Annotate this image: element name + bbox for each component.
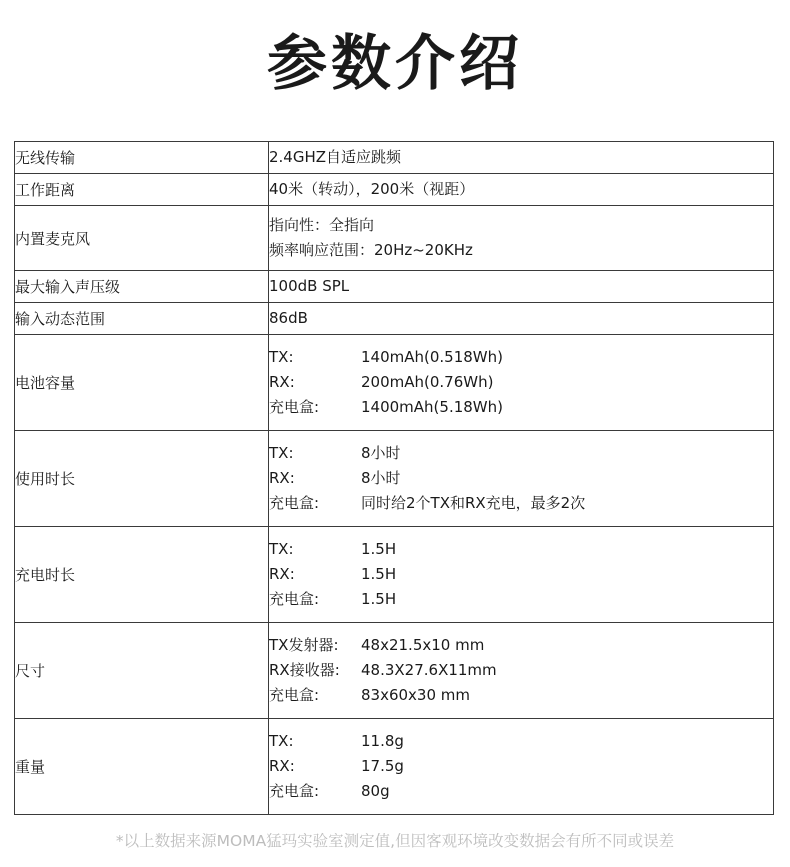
value-key: TX: <box>269 444 294 462</box>
row-label-battery: 电池容量 <box>15 335 269 431</box>
value-key: 充电盒: <box>269 494 320 512</box>
value-text: 8小时 <box>361 469 401 487</box>
table-row <box>15 271 774 303</box>
row-label-size: 尺寸 <box>15 623 269 719</box>
value-text: 83x60x30 mm <box>361 686 471 704</box>
row-value <box>269 719 774 815</box>
table-row <box>15 142 774 174</box>
value-key: 充电盒: <box>269 686 320 704</box>
value-key: RX: <box>269 469 295 487</box>
row-label-microphone: 内置麦克风 <box>15 206 269 271</box>
spec-table <box>14 141 774 815</box>
table-row <box>15 335 774 431</box>
value-text: 同时给2个TX和RX充电，最多2次 <box>361 494 586 512</box>
row-value <box>269 303 774 335</box>
row-label-charge-time: 充电时长 <box>15 527 269 623</box>
value-key: TX: <box>269 348 294 366</box>
table-row <box>15 431 774 527</box>
value-text: 2.4GHZ自适应跳频 <box>269 148 402 166</box>
row-label-max-spl: 最大输入声压级 <box>15 271 269 303</box>
row-value <box>269 431 774 527</box>
table-row <box>15 719 774 815</box>
value-text: 80g <box>361 782 390 800</box>
value-key: RX接收器: <box>269 661 340 679</box>
value-text: 48x21.5x10 mm <box>361 636 485 654</box>
value-key: RX: <box>269 373 295 391</box>
row-value <box>269 335 774 431</box>
table-row <box>15 206 774 271</box>
table-row <box>15 527 774 623</box>
value-text: 40米（转动），200米（视距） <box>269 180 475 198</box>
value-key: TX: <box>269 540 294 558</box>
value-text: 100dB SPL <box>269 277 350 295</box>
value-text: 1.5H <box>361 565 397 583</box>
value-text: 1400mAh(5.18Wh) <box>361 398 503 416</box>
value-text: 1.5H <box>361 540 397 558</box>
value-text: 8小时 <box>361 444 401 462</box>
row-value <box>269 206 774 271</box>
value-key: 充电盒: <box>269 782 320 800</box>
value-text: 1.5H <box>361 590 397 608</box>
page-title: 参数介绍 <box>267 29 523 99</box>
value-text: 指向性：全指向 <box>269 216 375 234</box>
value-text: 200mAh(0.76Wh) <box>361 373 494 391</box>
value-text: 11.8g <box>361 732 404 750</box>
value-key: 充电盒: <box>269 398 320 416</box>
value-key: 充电盒: <box>269 590 320 608</box>
footnote: *以上数据来源MOMA猛玛实验室测定值,但因客观环境改变数据会有所不同或误差 <box>115 832 675 850</box>
row-value <box>269 174 774 206</box>
value-key: RX: <box>269 757 295 775</box>
value-text: 140mAh(0.518Wh) <box>361 348 503 366</box>
value-text: 17.5g <box>361 757 404 775</box>
row-value <box>269 142 774 174</box>
value-key: RX: <box>269 565 295 583</box>
row-value <box>269 623 774 719</box>
value-key: TX发射器: <box>269 636 339 654</box>
row-label-weight: 重量 <box>15 719 269 815</box>
value-text: 频率响应范围：20Hz~20KHz <box>269 241 473 259</box>
row-value <box>269 271 774 303</box>
value-text: 48.3X27.6X11mm <box>361 661 497 679</box>
row-label-dynamic-range: 输入动态范围 <box>15 303 269 335</box>
table-row <box>15 623 774 719</box>
table-row <box>15 174 774 206</box>
row-label-usage-time: 使用时长 <box>15 431 269 527</box>
row-label-range: 工作距离 <box>15 174 269 206</box>
value-key: TX: <box>269 732 294 750</box>
value-text: 86dB <box>269 309 308 327</box>
row-value <box>269 527 774 623</box>
table-row <box>15 303 774 335</box>
row-label-wireless: 无线传输 <box>15 142 269 174</box>
